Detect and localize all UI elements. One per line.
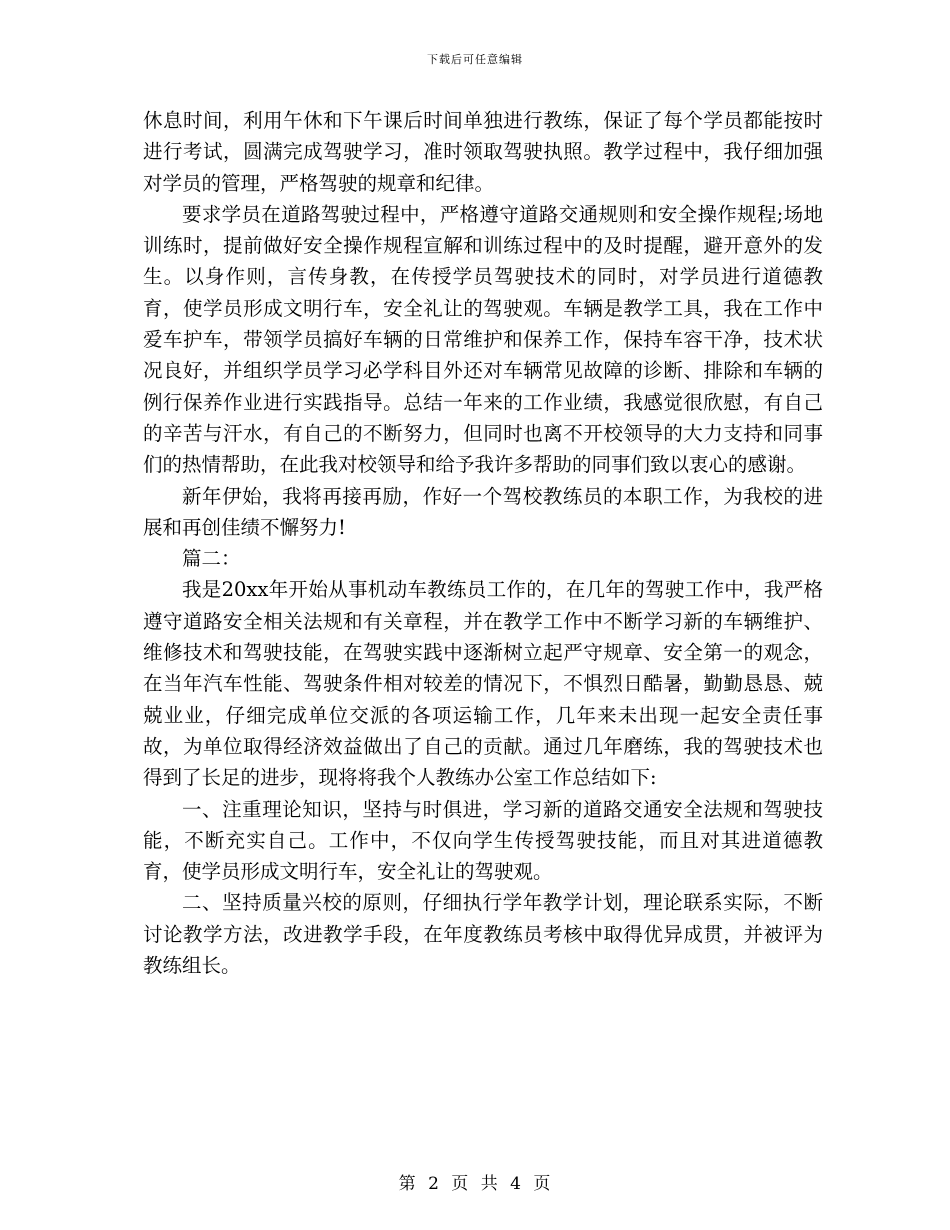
- page-header: 下载后可任意编辑: [427, 53, 523, 66]
- document-body: [143, 105, 823, 981]
- paragraph-rules: 要求学员在道路驾驶过程中，严格遵守道路交通规则和安全操作规程;场地训练时，提前做好安全操作规程宣解和训练过程中的及时提醒，避开意外的发生。以身作则，言传身教，在传授学员驾驶技术的同时，对学员进行道德教育，使学员形成文明行车，安全礼让的驾驶观。车辆是教学工具，我在工作中爱车护车，带领学员搞好车辆的日常维护和保养工作，保持车容干净，技术状况良好，并组织学员学习必学科目外还对车辆常见故障的诊断、排除和车辆的例行保养作业进行实践指导。总结一年来的工作业绩，我感觉很欣慰，有自己的辛苦与汗水，有自己的不断努力，但同时也离不开校领导的大力支持和同事们的热情帮助，在此我对校领导和给予我许多帮助的同事们致以衷心的感谢。: [143, 202, 823, 477]
- paragraph-new-year: 新年伊始，我将再接再励，作好一个驾校教练员的本职工作，为我校的进展和再创佳绩不懈努力!: [143, 484, 823, 539]
- page-number: 第 2 页 共 4 页: [398, 1174, 552, 1194]
- section-heading-part-two: 篇二：: [182, 547, 241, 571]
- paragraph-continued: 休息时间，利用午休和下午课后时间单独进行教练，保证了每个学员都能按时进行考试，圆满完成驾驶学习，准时领取驾驶执照。教学过程中，我仔细加强对学员的管理，严格驾驶的规章和纪律。: [143, 109, 823, 195]
- paragraph-point-one: 一、注重理论知识，坚持与时俱进，学习新的道路交通安全法规和驾驶技能，不断充实自己。工作中，不仅向学生传授驾驶技能，而且对其进道德教育，使学员形成文明行车，安全礼让的驾驶观。: [143, 797, 823, 884]
- paragraph-point-two: 二、坚持质量兴校的原则，仔细执行学年教学计划，理论联系实际，不断讨论教学方法，改进教学手段，在年度教练员考核中取得优异成贯，并被评为教练组长。: [143, 891, 823, 978]
- paragraph-intro: 我是20xx年开始从事机动车教练员工作的，在几年的驾驶工作中，我严格遵守道路安全相关法规和有关章程，并在教学工作中不断学习新的车辆维护、维修技术和驾驶技能，在驾驶实践中逐渐树立起严守规章、安全第一的观念，在当年汽车性能、驾驶条件相对较差的情况下，不惧烈日酷暑，勤勤恳恳、兢兢业业，仔细完成单位交派的各项运输工作，几年来未出现一起安全责任事故，为单位取得经济效益做出了自己的贡献。通过几年磨练，我的驾驶技术也得到了长足的进步，现将将我个人教练办公室工作总结如下:: [143, 578, 823, 790]
